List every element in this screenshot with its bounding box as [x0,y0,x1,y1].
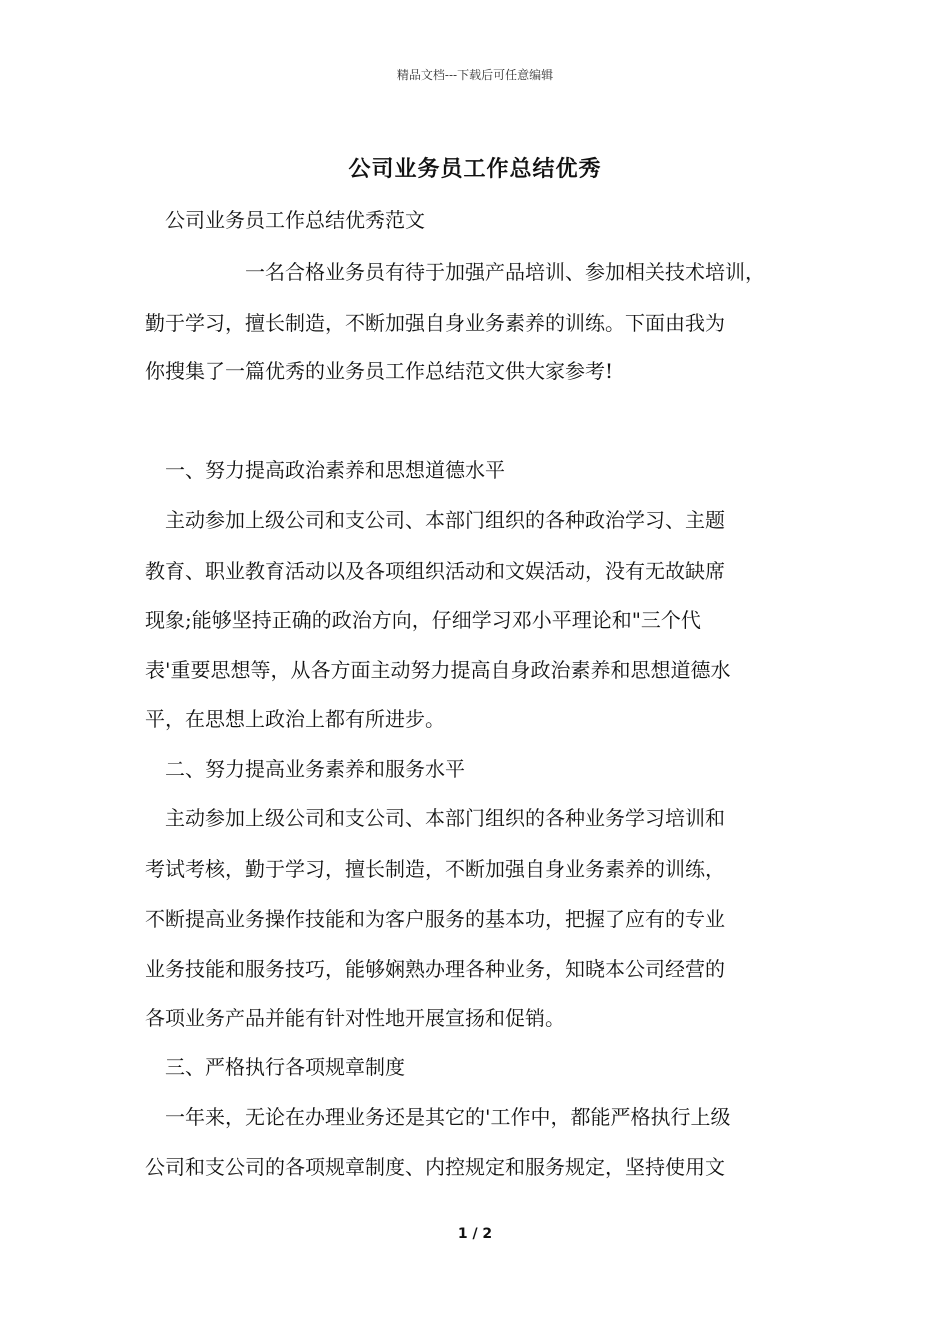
section-3-line-1: 一年来，无论在办理业务还是其它的'工作中，都能严格执行上级 [165,1105,731,1129]
document-title: 公司业务员工作总结优秀 [348,156,602,182]
section-2-line-2: 考试考核，勤于学习，擅长制造，不断加强自身业务素养的训练， [145,857,725,881]
section-1-line-2: 教育、职业教育活动以及各项组织活动和文娱活动，没有无故缺席 [145,559,725,583]
section-1-line-4: 表'重要思想等，从各方面主动努力提高自身政治素养和思想道德水 [145,658,731,682]
page-number: 1 / 2 [457,1226,493,1242]
section-2-line-4: 业务技能和服务技巧，能够娴熟办理各种业务，知晓本公司经营的 [145,957,725,981]
section-2-line-3: 不断提高业务操作技能和为客户服务的基本功，把握了应有的专业 [145,907,725,931]
intro-line-1: 一名合格业务员有待于加强产品培训、参加相关技术培训， [245,260,765,284]
section-heading-1: 一、努力提高政治素养和思想道德水平 [165,458,505,482]
section-heading-2: 二、努力提高业务素养和服务水平 [165,757,465,781]
intro-line-3: 你搜集了一篇优秀的业务员工作总结范文供大家参考! [145,359,614,383]
section-1-line-1: 主动参加上级公司和支公司、本部门组织的各种政治学习、主题 [165,508,725,532]
page-header: 精品文档---下载后可任意编辑 [396,68,554,82]
section-heading-3: 三、严格执行各项规章制度 [165,1055,405,1079]
subtitle-line: 公司业务员工作总结优秀范文 [165,208,425,232]
intro-line-2: 勤于学习，擅长制造，不断加强自身业务素养的训练。下面由我为 [145,311,725,335]
section-1-line-5: 平，在思想上政治上都有所进步。 [145,707,445,731]
section-1-line-3: 现象;能够坚持正确的政治方向，仔细学习邓小平理论和"三个代 [145,608,701,632]
section-2-line-1: 主动参加上级公司和支公司、本部门组织的各种业务学习培训和 [165,806,725,830]
section-2-line-5: 各项业务产品并能有针对性地开展宣扬和促销。 [145,1006,565,1030]
section-3-line-2: 公司和支公司的各项规章制度、内控规定和服务规定，坚持使用文 [145,1155,725,1179]
